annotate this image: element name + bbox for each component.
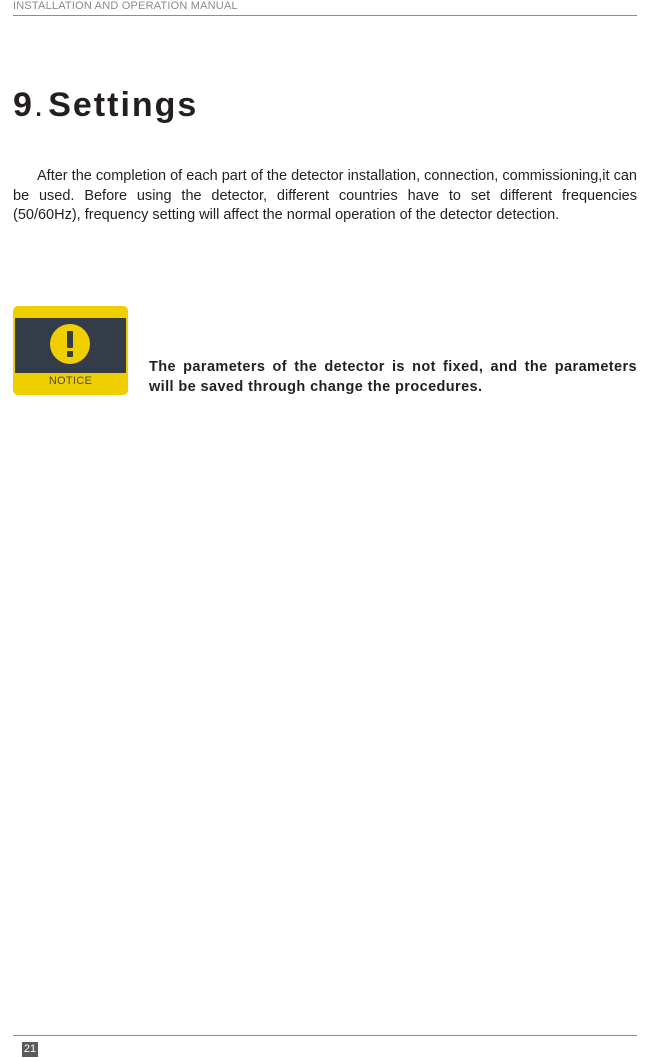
section-title xyxy=(13,86,198,125)
footer-divider xyxy=(13,1035,637,1036)
header-divider xyxy=(13,15,637,16)
notice-text: The parameters of the detector is not fixed, and the parameters will be saved through change the procedures. xyxy=(149,359,637,395)
exclamation-dot xyxy=(67,351,73,357)
notice-badge xyxy=(13,306,128,395)
page-number: 21 xyxy=(23,1043,37,1055)
running-header: INSTALLATION AND OPERATION MANUAL xyxy=(13,0,238,12)
body-paragraph: After the completion of each part of the detector installation, connection, commissioning,it can be used. Before using the detector, different countries have to set different frequencies (50/60Hz), frequency setting will affect the normal operation of the detector detection. xyxy=(13,168,637,223)
section-number: 9 xyxy=(13,86,34,124)
section-separator: . xyxy=(33,86,44,124)
section-title-text: Settings xyxy=(48,86,199,124)
notice-label: NOTICE xyxy=(48,375,93,387)
exclamation-icon xyxy=(50,324,90,364)
exclamation-bar xyxy=(67,331,73,348)
